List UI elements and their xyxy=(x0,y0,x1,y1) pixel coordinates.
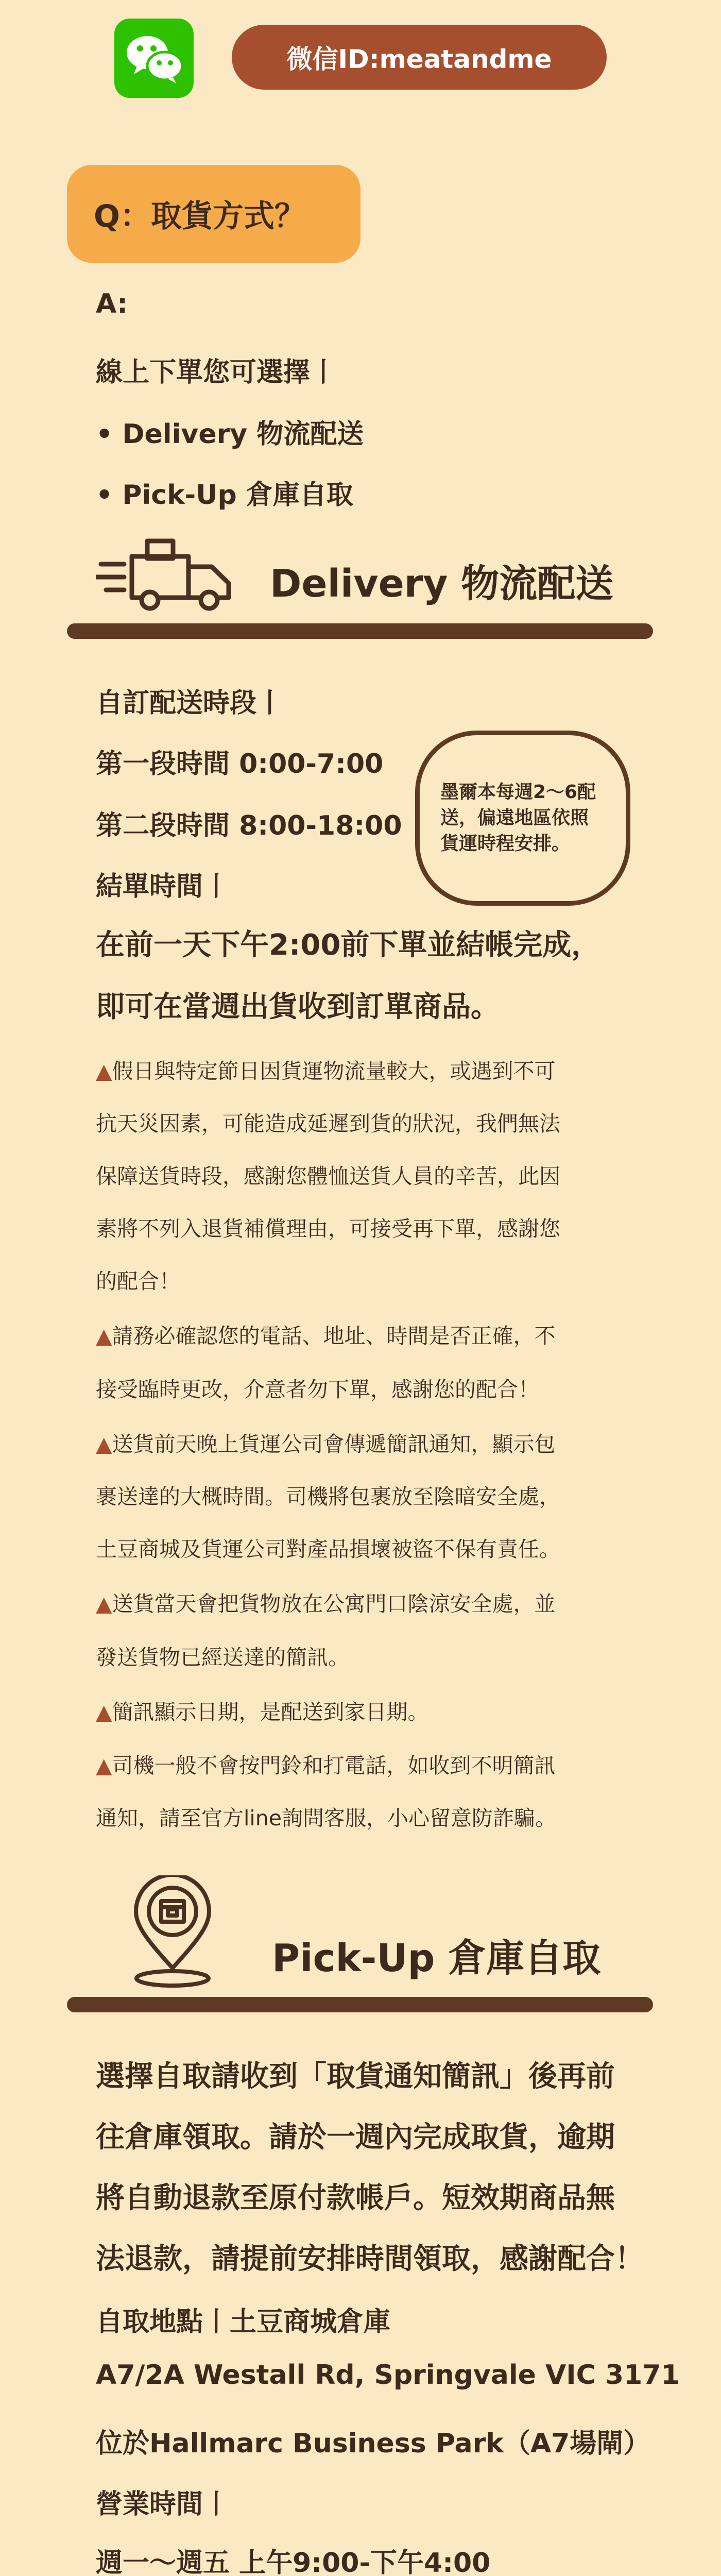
delivery-slot-1: 第一段時間 0:00-7:00 xyxy=(96,749,384,779)
delivery-slot-2: 第二段時間 8:00-18:00 xyxy=(96,810,402,841)
location-pin-icon xyxy=(129,1875,216,1989)
warning-triangle-icon: ▲ xyxy=(96,1591,112,1616)
pickup-intro-line: 法退款，請提前安排時間領取，感謝配合！ xyxy=(96,2242,644,2276)
delivery-notice-line: 的配合！ xyxy=(96,1269,180,1294)
region-note-line: 墨爾本每週2～6配 xyxy=(440,782,596,803)
wechat-id-badge[interactable]: 微信ID:meatandme xyxy=(232,25,607,90)
cutoff-line: 即可在當週出貨收到訂單商品。 xyxy=(96,990,500,1024)
delivery-notice-line: 通知，請至官方line詢問客服，小心留意防詐騙。 xyxy=(96,1806,556,1831)
delivery-notice-line: 保障送貨時段，感謝您體恤送貨人員的辛苦，此因 xyxy=(96,1164,560,1189)
delivery-notice-line: 素將不列入退貨補償理由，可接受再下單，感謝您 xyxy=(96,1216,560,1241)
pickup-park: 位於Hallmarc Business Park（A7場閘） xyxy=(96,2428,650,2459)
cutoff-heading: 結單時間丨 xyxy=(96,871,230,902)
delivery-notice-line: ▲送貨前天晚上貨運公司會傳遞簡訊通知，顯示包 xyxy=(96,1432,556,1456)
delivery-notice-line: ▲送貨當天會把貨物放在公寓門口陰涼安全處，並 xyxy=(96,1591,556,1616)
delivery-notice-line: ▲請務必確認您的電話、地址、時間是否正確，不 xyxy=(96,1324,556,1348)
delivery-notice-line: ▲假日與特定節日因貨運物流量較大，或遇到不可 xyxy=(96,1059,556,1083)
hours-heading: 營業時間丨 xyxy=(96,2489,230,2520)
pickup-intro-line: 將自動退款至原付款帳戶。短效期商品無 xyxy=(96,2181,615,2215)
warning-triangle-icon: ▲ xyxy=(96,1059,112,1083)
pickup-title: Pick-Up 倉庫自取 xyxy=(272,1936,601,1980)
section-divider xyxy=(67,623,653,639)
option-pickup: • Pick-Up 倉庫自取 xyxy=(96,480,353,511)
delivery-slots-heading: 自訂配送時段丨 xyxy=(96,688,284,719)
delivery-notice-line: 抗天災因素，可能造成延遲到貨的狀況，我們無法 xyxy=(96,1111,560,1136)
delivery-notice-line: 土豆商城及貨運公司對產品損壞被盜不保有責任。 xyxy=(96,1537,560,1562)
delivery-notice-line: 接受臨時更改，介意者勿下單，感謝您的配合！ xyxy=(96,1377,539,1402)
section-divider xyxy=(67,1997,653,2012)
pickup-intro-line: 選擇自取請收到「取貨通知簡訊」後再前 xyxy=(96,2060,615,2093)
delivery-title: Delivery 物流配送 xyxy=(270,562,614,606)
delivery-notice-line: ▲司機一般不會按門鈴和打電話，如收到不明簡訊 xyxy=(96,1753,556,1778)
region-note-line: 貨運時程安排。 xyxy=(440,833,571,854)
warning-triangle-icon: ▲ xyxy=(96,1432,112,1456)
pickup-location-heading: 自取地點丨土豆商城倉庫 xyxy=(96,2307,391,2337)
pickup-intro-line: 往倉庫領取。請於一週內完成取貨，逾期 xyxy=(96,2121,615,2154)
pickup-address: A7/2A Westall Rd, Springvale VIC 3171 xyxy=(96,2360,680,2391)
warning-triangle-icon: ▲ xyxy=(96,1324,112,1348)
wechat-icon xyxy=(114,19,194,98)
warning-triangle-icon: ▲ xyxy=(96,1753,112,1778)
option-delivery: • Delivery 物流配送 xyxy=(96,419,364,450)
region-note-box xyxy=(415,731,630,906)
warning-triangle-icon: ▲ xyxy=(96,1700,112,1724)
region-note-line: 送，偏遠地區依照 xyxy=(440,807,589,828)
delivery-notice-line: 裹送達的大概時間。司機將包裹放至陰暗安全處， xyxy=(96,1484,560,1509)
answer-prefix: A: xyxy=(96,289,128,319)
delivery-truck-icon xyxy=(96,536,240,613)
hours-weekday: 週一～週五 上午9:00-下午4:00 xyxy=(96,2548,491,2576)
answer-intro: 線上下單您可選擇丨 xyxy=(96,357,337,388)
cutoff-line: 在前一天下午2:00前下單並結帳完成， xyxy=(96,928,600,962)
delivery-notice-line: 發送貨物已經送達的簡訊。 xyxy=(96,1645,349,1670)
delivery-notice-line: ▲簡訊顯示日期，是配送到家日期。 xyxy=(96,1700,429,1724)
question-title: Q：取貨方式？ xyxy=(67,165,360,263)
